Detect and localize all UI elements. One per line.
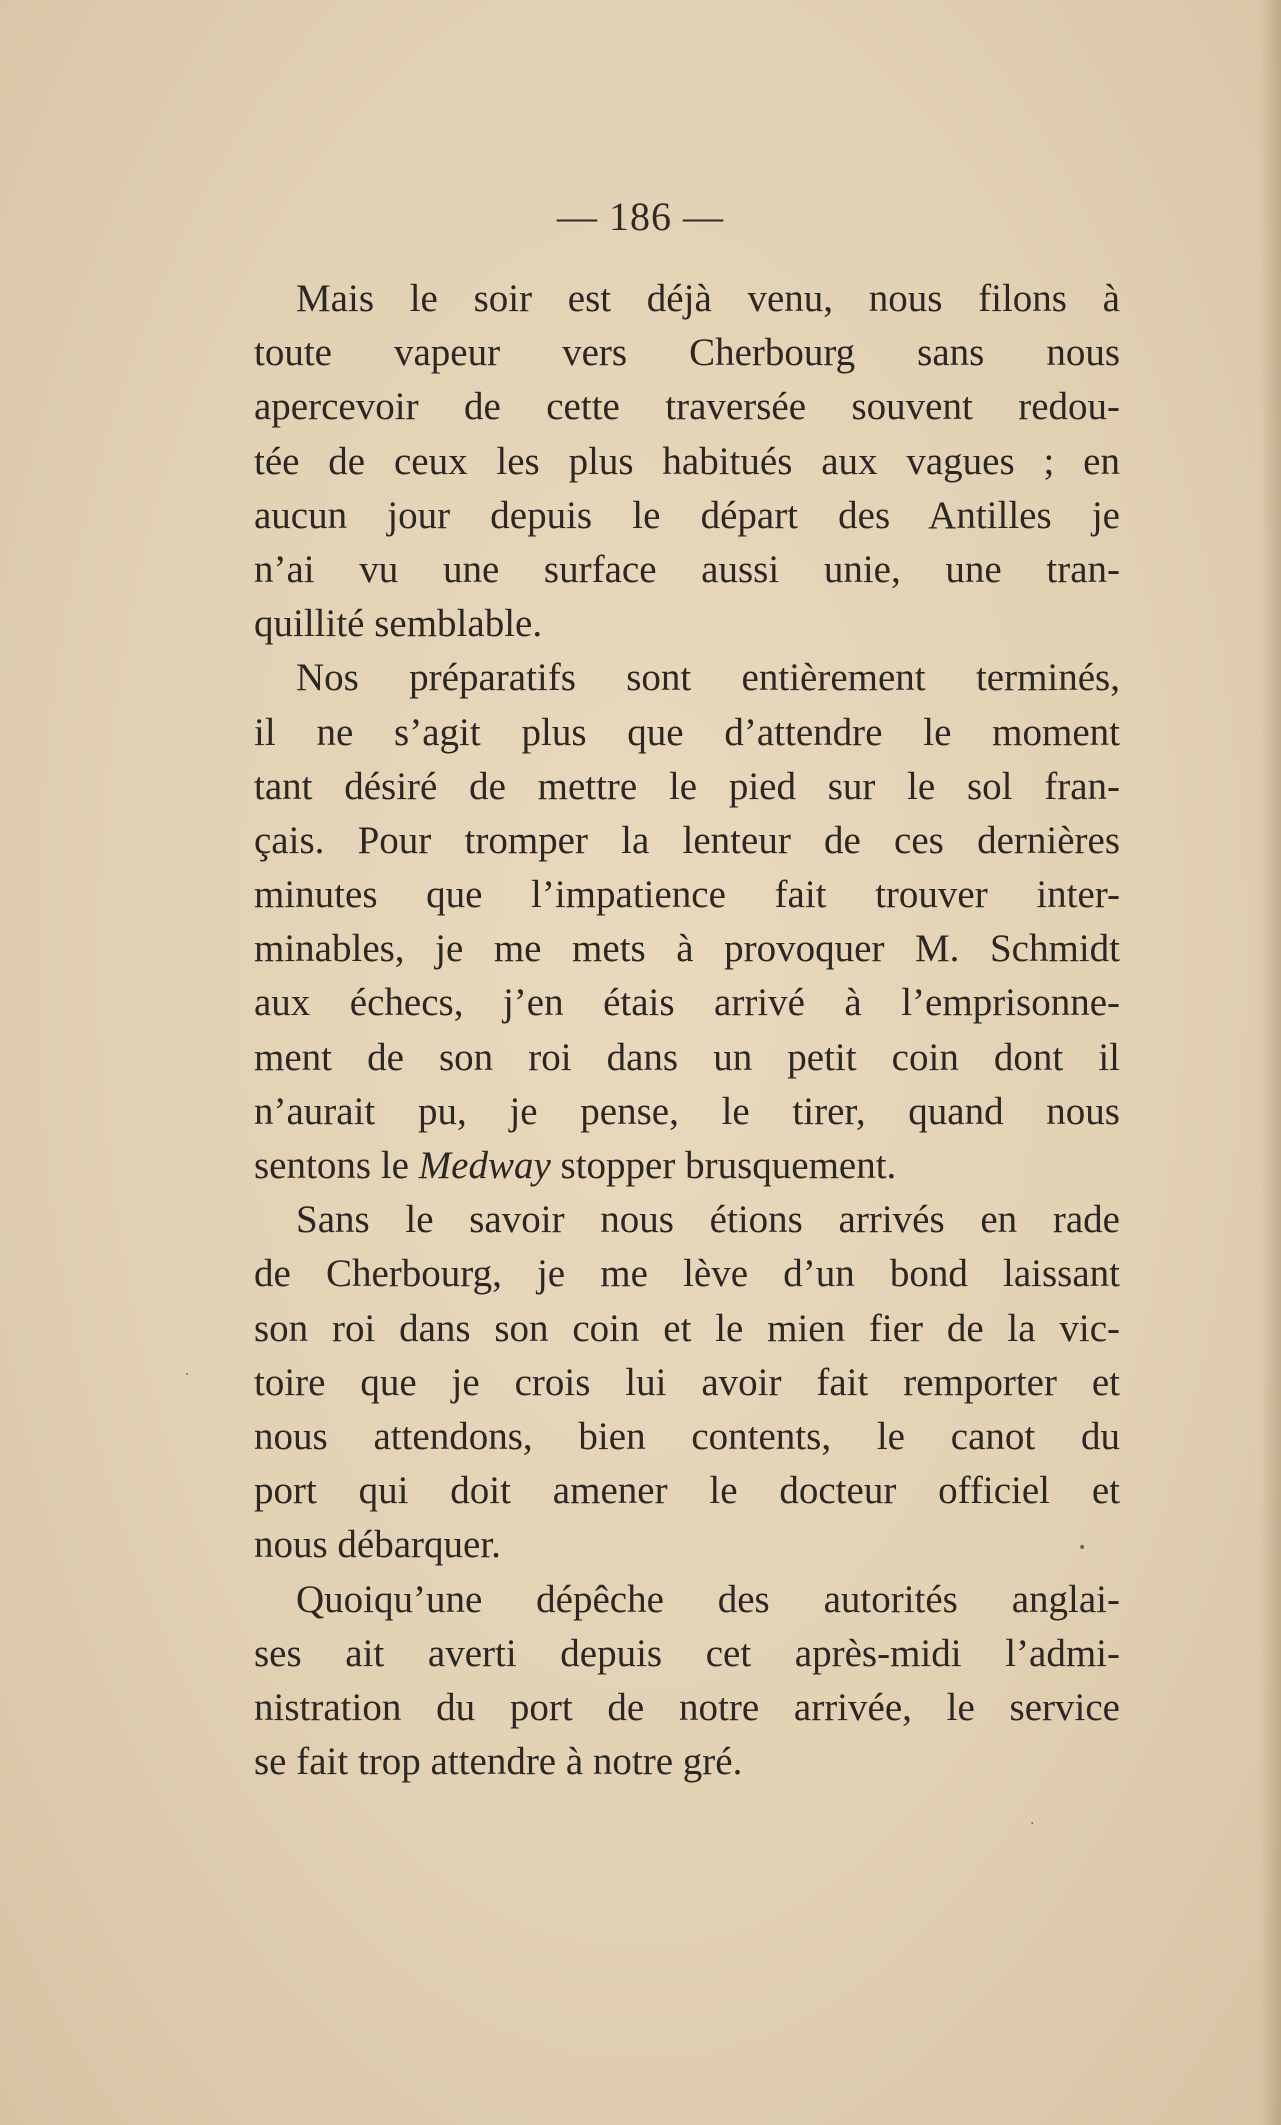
text-line: nous débarquer. — [254, 1523, 501, 1567]
text-line: tée de ceux les plus habitués aux vagues ; en — [254, 439, 1120, 483]
text-line: nistration du port de notre arrivée, le service — [254, 1685, 1120, 1729]
page-number: — 186 — — [557, 194, 724, 239]
text-line: apercevoir de cette traversée souvent redou- — [254, 385, 1120, 429]
text-line — [254, 1139, 1120, 1193]
print-speck: · — [185, 1367, 190, 1383]
text-line: aux échecs, j’en étais arrivé à l’emprisonne- — [254, 981, 1120, 1025]
text-line: Mais le soir est déjà venu, nous filons à — [296, 277, 1120, 320]
page-edge-shadow — [1259, 0, 1281, 2125]
print-speck: . — [1030, 1812, 1035, 1828]
text-line: n’ai vu une surface aussi unie, une tran- — [254, 547, 1120, 591]
print-speck: • — [1078, 1540, 1087, 1556]
text-line: Sans le savoir nous étions arrivés en rade — [296, 1198, 1120, 1242]
text-segment: stopper brusquement. — [550, 1144, 897, 1187]
text-line: Nos préparatifs sont entièrement terminés, — [296, 656, 1120, 700]
body-text — [254, 272, 1120, 1789]
text-line: son roi dans son coin et le mien fier de la vic- — [254, 1306, 1120, 1350]
text-segment: sentons le — [254, 1144, 419, 1187]
text-line: çais. Pour tromper la lenteur de ces dernières — [254, 818, 1120, 862]
text-line: tant désiré de mettre le pied sur le sol fran- — [254, 764, 1120, 808]
text-line: minutes que l’impatience fait trouver inter- — [254, 873, 1120, 917]
text-line: se fait trop attendre à notre gré. — [254, 1740, 743, 1784]
text-line: ment de son roi dans un petit coin dont il — [254, 1035, 1120, 1079]
text-line: de Cherbourg, je me lève d’un bond laissant — [254, 1252, 1120, 1296]
text-line: port qui doit amener le docteur officiel et — [254, 1469, 1120, 1513]
ship-name: Medway — [418, 1144, 551, 1187]
text-line: ses ait averti depuis cet après-midi l’admi- — [254, 1631, 1120, 1675]
text-line: toute vapeur vers Cherbourg sans nous — [254, 331, 1120, 375]
text-line: minables, je me mets à provoquer M. Schmidt — [254, 927, 1120, 971]
text-line: toire que je crois lui avoir fait remporter et — [254, 1360, 1120, 1404]
text-line: Quoiqu’une dépêche des autorités anglai- — [296, 1577, 1120, 1621]
text-line: nous attendons, bien contents, le canot du — [254, 1414, 1120, 1458]
text-line: il ne s’agit plus que d’attendre le moment — [254, 710, 1120, 754]
text-line: n’aurait pu, je pense, le tirer, quand nous — [254, 1089, 1120, 1133]
text-line: aucun jour depuis le départ des Antilles je — [254, 493, 1120, 537]
text-line: quillité semblable. — [254, 602, 543, 646]
